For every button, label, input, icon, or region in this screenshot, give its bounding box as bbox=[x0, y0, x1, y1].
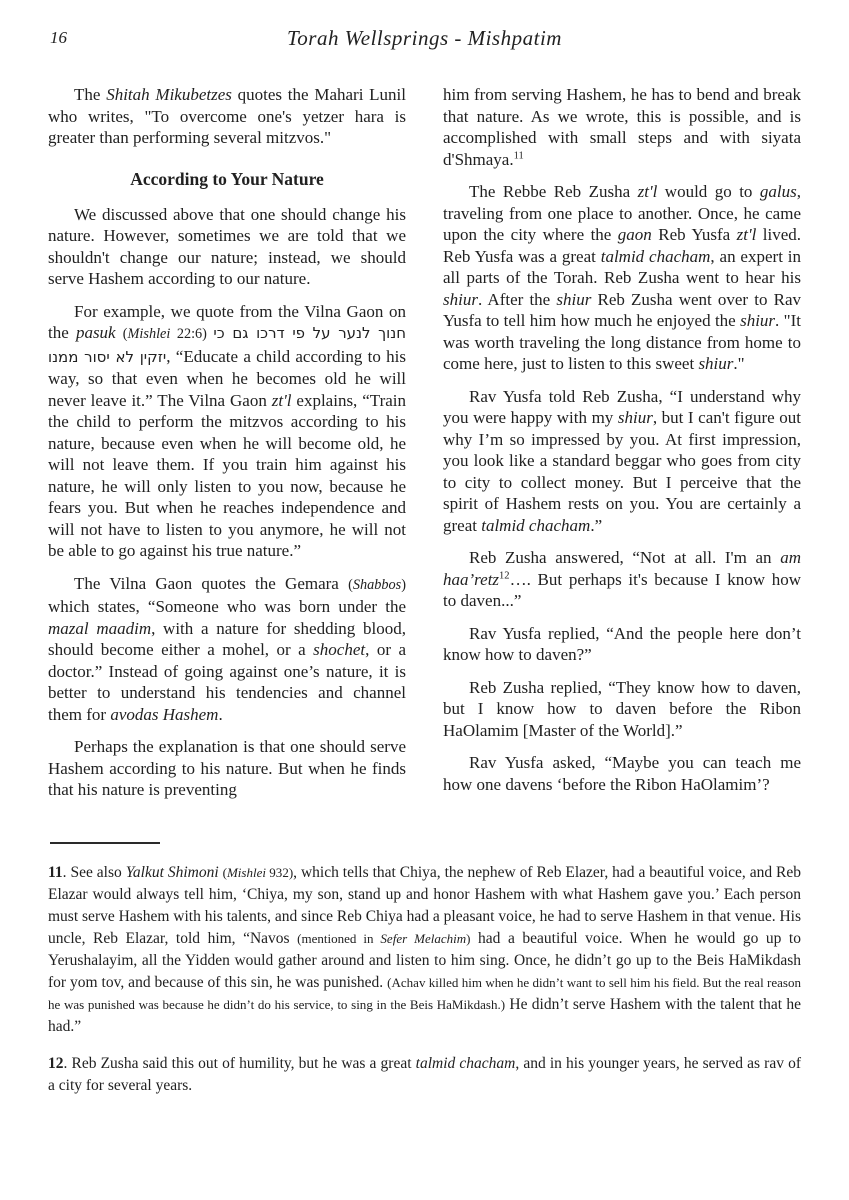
paragraph bbox=[443, 677, 801, 742]
text-run: Sefer Melachim bbox=[380, 930, 467, 946]
text-run: ( bbox=[222, 864, 227, 880]
text-run: He didn’t serve Hashem with the talent that he had.” bbox=[48, 995, 801, 1035]
two-column-body bbox=[48, 84, 801, 812]
text-run: , with a nature for shedding blood, should become either a mohel, or a bbox=[48, 618, 406, 659]
text-run: (Achav killed him when he didn’t want to sell him his field. But the real reason he was punished was because he didn’t do his service, to sing in the Beis HaMikdash.) bbox=[48, 974, 801, 1012]
text-run: zt'l bbox=[637, 182, 658, 201]
text-run: shiur bbox=[556, 289, 592, 309]
text-run: ( bbox=[348, 576, 353, 593]
footnotes-section bbox=[48, 862, 801, 1097]
text-run: zt'l bbox=[736, 225, 757, 244]
paragraph bbox=[48, 301, 406, 562]
text-run: which states, “Someone who was born under the bbox=[48, 597, 406, 616]
text-run: him from serving Hashem, he has to bend and break that nature. As we wrote, this is possible, and is accomplished with small steps and with siyata d'Shmaya. bbox=[443, 85, 801, 169]
text-run: 932) bbox=[265, 864, 294, 880]
section-heading: According to Your Nature bbox=[130, 168, 324, 189]
text-run: The Rebbe Reb Zusha bbox=[469, 182, 638, 201]
text-run: gaon bbox=[617, 225, 652, 244]
text-run: Reb Yusfa bbox=[651, 225, 737, 244]
paragraph bbox=[443, 84, 801, 170]
text-run: am haa’retz bbox=[443, 548, 801, 589]
text-run: We discussed above that one should change his nature. However, sometimes we are told that we shouldn't change our nature; instead, we should serve Hashem according to our nature. bbox=[48, 204, 406, 288]
text-run: lived. Reb Yusfa was a great bbox=[443, 225, 802, 266]
page-header bbox=[48, 26, 801, 52]
text-run: Shabbos bbox=[352, 576, 402, 593]
text-run: Yalkut Shimoni bbox=[125, 863, 219, 881]
text-run: . "It was worth traveling the long distance from home to come here, just to listen to this sweet bbox=[443, 311, 801, 373]
page-title: Torah Wellsprings - Mishpatim bbox=[287, 26, 562, 50]
text-run: mazal maadim bbox=[48, 618, 152, 638]
paragraph bbox=[443, 386, 801, 537]
text-run: 11 bbox=[48, 863, 63, 881]
text-run: talmid chacham bbox=[415, 1054, 516, 1072]
text-run: Perhaps the explanation is that one should serve Hashem according to his nature. But when he finds that his nature is preventing bbox=[48, 737, 406, 799]
text-run: The Vilna Gaon quotes the Gemara bbox=[74, 573, 349, 593]
text-run: Rav Yusfa told Reb Zusha, “I understand why you were happy with my bbox=[443, 386, 801, 427]
text-run: . After the bbox=[477, 289, 557, 309]
text-run: shiur bbox=[698, 354, 734, 373]
paragraph bbox=[48, 736, 406, 801]
text-run: ( bbox=[122, 326, 128, 342]
paragraph bbox=[48, 204, 406, 290]
text-run: Rav Yusfa replied, “And the people here don’t know how to daven?” bbox=[443, 623, 801, 664]
paragraph bbox=[443, 547, 801, 612]
text-run: avodas Hashem bbox=[110, 704, 219, 724]
text-run: For example, we quote from the Vilna Gaon on the bbox=[48, 301, 406, 342]
text-run: quotes the Mahari Lunil who writes, "To overcome one's yetzer hara is greater than performing several mitzvos." bbox=[48, 85, 407, 147]
text-run: The bbox=[74, 85, 107, 104]
paragraph bbox=[48, 84, 406, 149]
left-column bbox=[48, 84, 406, 812]
text-run: talmid chacham bbox=[600, 246, 711, 266]
footnote-ref: 12 bbox=[499, 569, 510, 581]
text-run: shochet bbox=[313, 640, 366, 659]
text-run: shiur bbox=[740, 311, 776, 330]
text-run: ) bbox=[401, 576, 406, 593]
text-run: ) bbox=[466, 930, 471, 946]
text-run: , or a doctor.” Instead of going against one’s nature, it is better to understand his tendencies and channel them for bbox=[48, 640, 406, 724]
text-run: galus bbox=[759, 182, 797, 201]
text-run: , but I can't figure out why I’m so impressed by you. At first impression, you look like a standard beggar who goes from city to city to collect money. But I perceive that the spirit of Hashem rests on you. You are certainly a great bbox=[443, 408, 801, 535]
text-run: . See also bbox=[62, 863, 126, 881]
text-run: . bbox=[218, 704, 223, 724]
right-column bbox=[443, 84, 801, 812]
text-run: shiur bbox=[443, 289, 478, 309]
footnote-separator bbox=[50, 842, 160, 844]
text-run: pasuk bbox=[75, 323, 116, 342]
paragraph bbox=[443, 623, 801, 666]
text-run: talmid chacham bbox=[481, 515, 591, 535]
paragraph bbox=[443, 181, 801, 375]
footnote bbox=[48, 862, 801, 1038]
text-run: , “Educate a child according to his way, so that even when he becomes old he will never leave it.” The Vilna Gaon bbox=[48, 346, 406, 410]
paragraph bbox=[443, 752, 801, 795]
footnote bbox=[48, 1053, 801, 1097]
text-run: Reb Zusha went over to Rav Yusfa to tell him how much he enjoyed the bbox=[443, 289, 801, 330]
text-run: …. But perhaps it's because I know how to daven...” bbox=[443, 569, 801, 610]
page-number: 16 bbox=[50, 28, 67, 47]
text-run: 12 bbox=[48, 1054, 64, 1072]
text-run: , and in his younger years, he served as rav of a city for several years. bbox=[48, 1054, 801, 1094]
text-run: .” bbox=[590, 515, 603, 535]
text-run: Reb Zusha answered, “Not at all. I'm an bbox=[469, 548, 781, 567]
text-run: , traveling from one place to another. Once, he came upon the city where the bbox=[443, 182, 801, 244]
text-run: , which tells that Chiya, the nephew of Reb Elazer, had a beautiful voice, and Reb Elazar would always tell him, ‘Chiya, my son, stand up and honor Hashem with what Hashem gave you.’ Each person must serve Hashem with his talents, and since Reb Chiya had a pleasant voice, he had to serve Hashem in that venue. His uncle, Reb Elazar, told him, “Navos bbox=[48, 863, 801, 947]
text-run: 22:6) bbox=[170, 326, 214, 342]
text-run: (mentioned in bbox=[297, 930, 381, 946]
text-run: Reb Zusha replied, “They know how to daven, but I know how to daven before the Ribon HaOlamim [Master of the World].” bbox=[443, 677, 801, 740]
text-run: Rav Yusfa asked, “Maybe you can teach me how one davens ‘before the Ribon HaOlamim’? bbox=[443, 753, 801, 794]
text-run: , an expert in all parts of the Torah. Reb Zusha went to hear his bbox=[443, 246, 801, 287]
footnote-ref: 11 bbox=[513, 149, 524, 161]
paragraph bbox=[48, 573, 406, 726]
text-run: had a beautiful voice. When he would go up to Yerushalayim, all the Yidden would gather around and listen to him sing. Once, he didn’t go up to the Beis HaMikdash for yom tov, and because of this sin, he was punished. bbox=[48, 929, 801, 991]
text-run: ." bbox=[733, 354, 745, 373]
text-run: Shitah Mikubetzes bbox=[106, 85, 232, 104]
text-run: shiur bbox=[617, 408, 653, 427]
hebrew-text-run: חנוך לנער על פי דרכו גם כי יזקין לא יסור ממנו bbox=[48, 324, 407, 366]
text-run: . Reb Zusha said this out of humility, but he was a great bbox=[63, 1054, 416, 1072]
text-run: would go to bbox=[657, 182, 760, 201]
text-run: Mishlei bbox=[226, 864, 266, 880]
text-run: explains, “Train the child to perform the mitzvos according to his nature, because even when he will become old, he will not leave them. If you train him against his nature, he will only listen to you now, because he fears you. But when he reaches independence and will not have to listen to you anymore, he will not be able to go against his true nature.” bbox=[48, 390, 406, 560]
text-run: Mishlei bbox=[127, 326, 171, 342]
text-run: zt'l bbox=[271, 390, 292, 410]
text-run bbox=[116, 323, 123, 342]
